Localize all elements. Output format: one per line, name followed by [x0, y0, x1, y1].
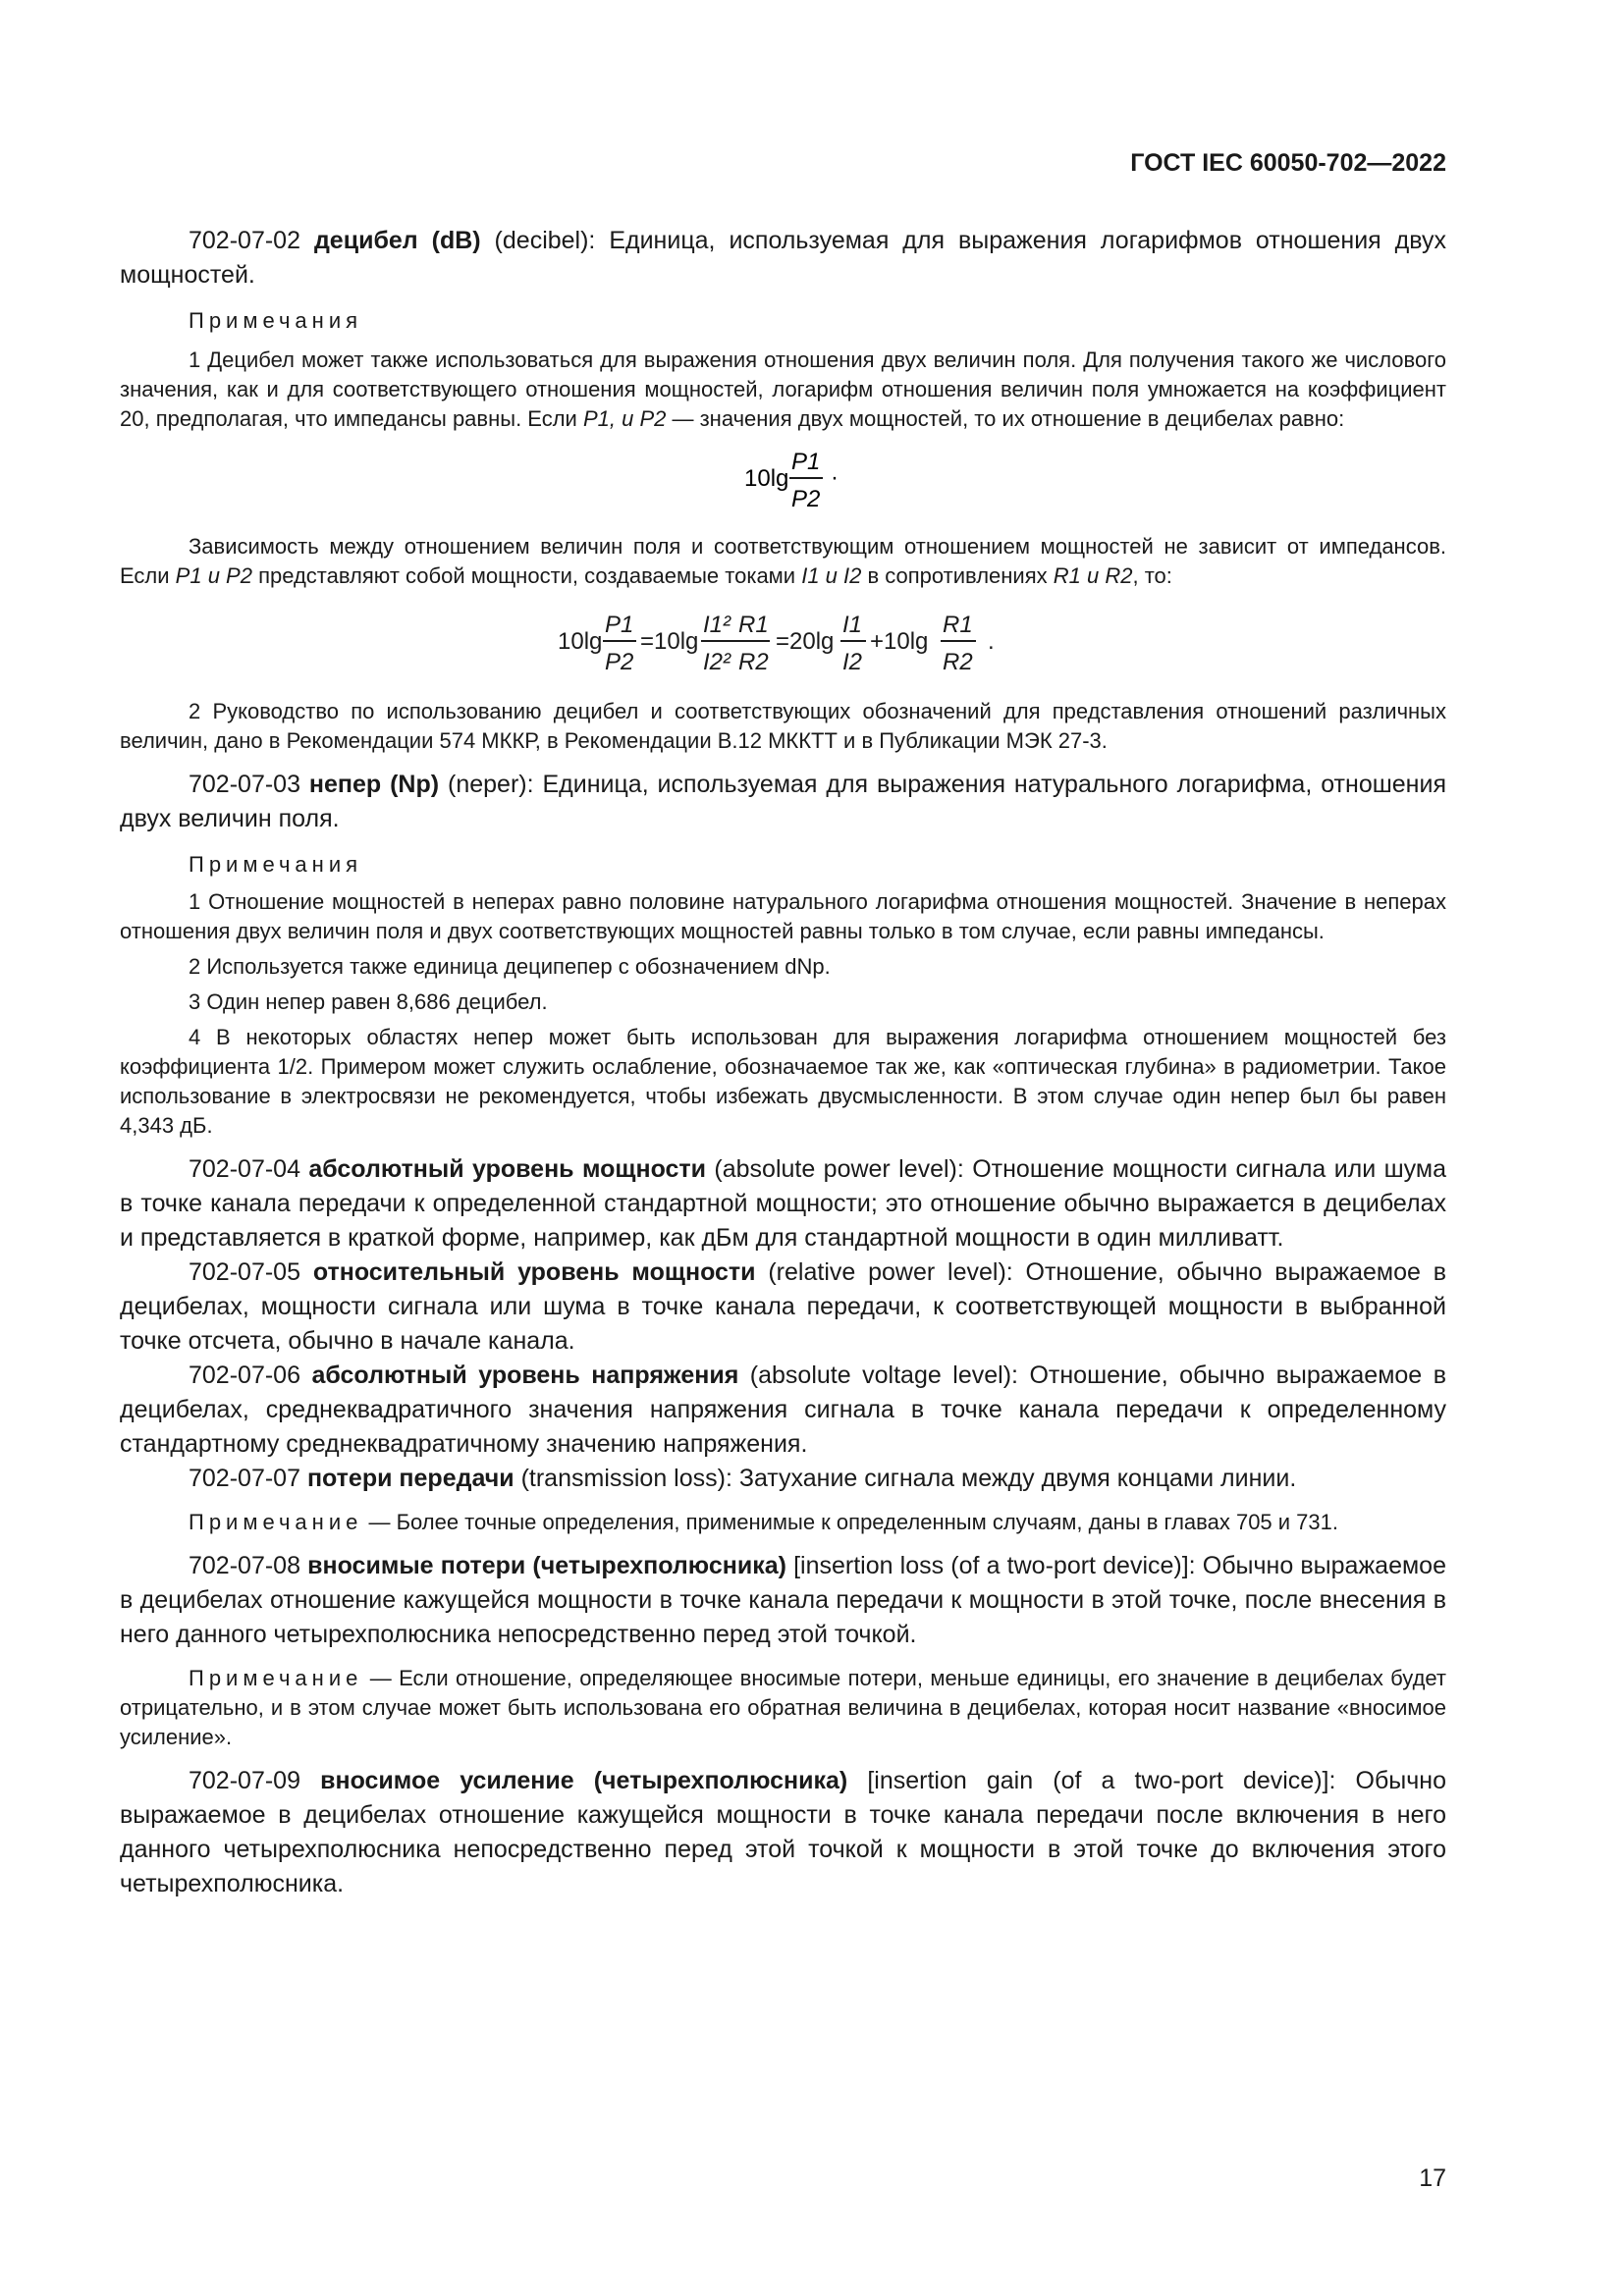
page-body	[120, 224, 1446, 1901]
formula-decibel-field	[120, 605, 1446, 683]
formula-decibel-power	[120, 442, 1446, 518]
note-text: 2 Руководство по использованию децибел и соответствующих обозначений для представления отношений различных величин, дано в Рекомендации 574 МККР, в Рекомендации B.12 МККТТ и в Публикации МЭК 27-3.	[120, 699, 1446, 753]
note-text: Примечание — Более точные определения, применимые к определенным случаям, даны в главах 705 и 731.	[189, 1510, 1338, 1534]
note-text: 4 В некоторых областях непер может быть использован для выражения логарифма отношением мощностей без коэффициента 1/2. Примером может служить ослабление, обозначаемое так же, как «оптическая глубина» в радиометрии. Такое использование в электросвязи не рекомендуется, чтобы избежать двусмысленности. В этом случае один непер был бы равен 4,343 дБ.	[120, 1025, 1446, 1138]
entry-702-07-09: 702-07-09 вносимое усиление (четырехполюсника) [insertion gain (of a two-port device)]: Обычно выражаемое в децибелах отношение кажущейся мощности в точке канала передачи после включения в него данного четырехполюсника непосредственно перед этой точкой к мощности в этой точке до включения этого четырехполюсника.	[120, 1767, 1446, 1897]
entry-702-07-05: 702-07-05 относительный уровень мощности (relative power level): Отношение, обычно выражаемое в децибелах, мощности сигнала или шума в точке канала передачи, к соответствующей мощности в выбранной точке отсчета, обычно в начале канала.	[120, 1258, 1447, 1355]
formula-numerator: P1	[790, 449, 820, 475]
svg-text:R2: R2	[737, 649, 769, 675]
entry-702-07-04: 702-07-04 абсолютный уровень мощности (absolute power level): Отношение мощности сигнала или шума в точке канала передачи к определенной стандартной мощности; это отношение обычно выражается в децибелах и представляется в краткой форме, например, как дБм для стандартной мощности в один милливатт.	[120, 1155, 1446, 1252]
svg-text:I2: I2	[841, 649, 862, 675]
svg-text:=10lg: =10lg	[639, 628, 698, 655]
entry-702-07-07: 702-07-07 потери передачи (transmission loss): Затухание сигнала между двумя концами линии.	[189, 1465, 1297, 1492]
svg-text:.: .	[987, 628, 995, 655]
entry-702-07-06: 702-07-06 абсолютный уровень напряжения (absolute voltage level): Отношение, обычно выражаемое в децибелах, среднеквадратичного значения напряжения сигнала в точке канала передачи к определенному стандартному среднеквадратичному значению напряжения.	[120, 1362, 1446, 1458]
svg-text:+10lg: +10lg	[869, 628, 928, 655]
svg-text:I2²: I2²	[702, 649, 731, 675]
svg-text:R2: R2	[942, 649, 973, 675]
svg-text:I1²: I1²	[702, 612, 731, 638]
formula-prefix: 10lg	[743, 465, 788, 492]
note-text: Примечание — Если отношение, определяющее вносимые потери, меньше единицы, его значение в децибелах будет отрицательно, и в этом случае может быть использована его обратная величина в децибелах, которая носит название «вносимое усиление».	[120, 1666, 1446, 1749]
svg-text:=20lg: =20lg	[775, 628, 834, 655]
document-header: ГОСТ IEC 60050-702—2022	[1130, 149, 1446, 177]
svg-text:R1: R1	[942, 612, 973, 638]
entry-702-07-02: 702-07-02 децибел (dB) (decibel): Единица, используемая для выражения логарифмов отношения двух мощностей.	[120, 227, 1446, 289]
svg-text:P1: P1	[604, 612, 633, 638]
svg-text:10lg: 10lg	[557, 628, 602, 655]
note-text: 1 Децибел может также использоваться для выражения отношения двух величин поля. Для получения такого же числового значения, как и для соответствующего отношения мощностей, логарифм отношения величин поля умножается на коэффициент 20, предполагая, что импедансы равны. Если P1, и P2 — значения двух мощностей, то их отношение в децибелах равно:	[120, 347, 1446, 431]
svg-text:P2: P2	[604, 649, 633, 675]
formula-dot: ·	[830, 464, 839, 491]
formula-denominator: P2	[790, 486, 820, 512]
entry-702-07-03: 702-07-03 непер (Np) (neper): Единица, используемая для выражения натурального логарифма, отношения двух величин поля.	[120, 771, 1446, 832]
note-text: Зависимость между отношением величин поля и соответствующим отношением мощностей не зависит от импедансов. Если P1 и P2 представляют собой мощности, создаваемые токами I1 и I2 в сопротивлениях R1 и R2, то:	[120, 534, 1446, 588]
entry-702-07-08: 702-07-08 вносимые потери (четырехполюсника) [insertion loss (of a two-port device)]: Обычно выражаемое в децибелах отношение кажущейся мощности в точке канала передачи к мощности в этой точке, после внесения в него данного четырехполюсника непосредственно перед этой точкой.	[120, 1552, 1446, 1648]
svg-text:R1: R1	[737, 612, 769, 638]
svg-text:I1: I1	[841, 612, 862, 638]
note-text: 2 Используется также единица деципепер с обозначением dNp.	[189, 954, 831, 979]
note-text: 1 Отношение мощностей в неперах равно половине натурального логарифма отношения мощностей. Значение в неперах отношения двух величин поля и двух соответствующих мощностей равны только в том случае, если равны импедансы.	[120, 889, 1446, 943]
notes-heading: Примечания	[189, 852, 363, 877]
page-number: 17	[1419, 2164, 1446, 2192]
note-text: 3 Один непер равен 8,686 децибел.	[189, 989, 548, 1014]
notes-heading: Примечания	[189, 308, 363, 333]
